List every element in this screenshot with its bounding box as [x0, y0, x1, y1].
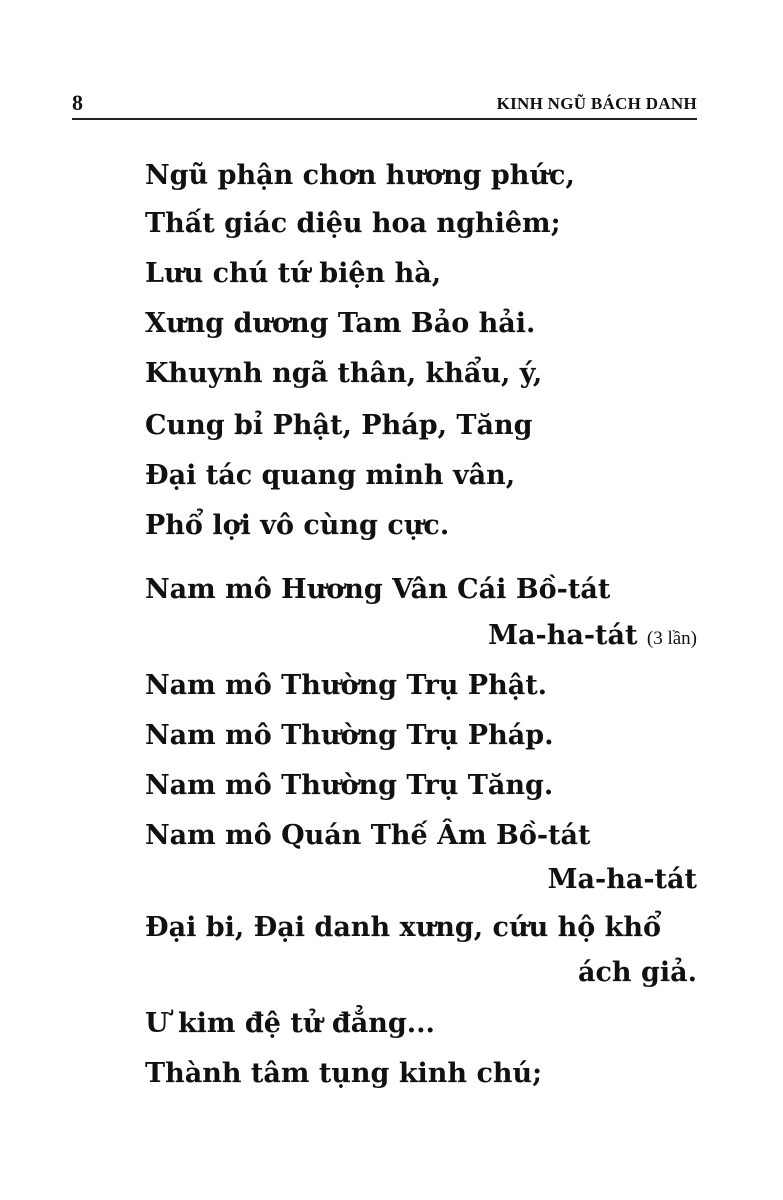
invocation-guanyin: Nam mô Quán Thế Âm Bồ-tát — [145, 820, 591, 851]
sincere-line: Thành tâm tụng kinh chú; — [145, 1058, 543, 1089]
repetition-note: (3 lần) — [646, 628, 697, 649]
verse-line: Đại tác quang minh vân, — [145, 460, 516, 491]
running-title: KINH NGŨ BÁCH DANH — [496, 94, 697, 113]
verse-line: Cung bỉ Phật, Pháp, Tăng — [145, 410, 533, 441]
mahasattva-text: Ma-ha-tát — [488, 620, 638, 651]
disciples-line: Ư kim đệ tử đẳng... — [145, 1008, 435, 1039]
invocation-sangha: Nam mô Thường Trụ Tăng. — [145, 770, 554, 801]
great-compassion-continuation: ách giả. — [578, 957, 697, 988]
verse-line: Lưu chú tứ biện hà, — [145, 258, 442, 289]
page-number: 8 — [72, 90, 83, 115]
invocation-dharma: Nam mô Thường Trụ Pháp. — [145, 720, 554, 751]
verse-line: Ngũ phận chơn hương phức, — [145, 160, 575, 191]
verse-line: Phổ lợi vô cùng cực. — [145, 510, 450, 541]
invocation-bodhisattva: Nam mô Hương Vân Cái Bồ-tát — [145, 574, 611, 605]
invocation-buddha: Nam mô Thường Trụ Phật. — [145, 670, 548, 701]
invocation-guanyin-continuation: Ma-ha-tát — [547, 864, 697, 895]
invocation-bodhisattva-continuation — [488, 620, 697, 655]
header-rule — [72, 118, 697, 120]
verse-line: Xưng dương Tam Bảo hải. — [145, 308, 536, 339]
great-compassion-line: Đại bi, Đại danh xưng, cứu hộ khổ — [145, 912, 661, 943]
verse-line: Khuynh ngã thân, khẩu, ý, — [145, 358, 543, 389]
verse-line: Thất giác diệu hoa nghiêm; — [145, 208, 561, 239]
